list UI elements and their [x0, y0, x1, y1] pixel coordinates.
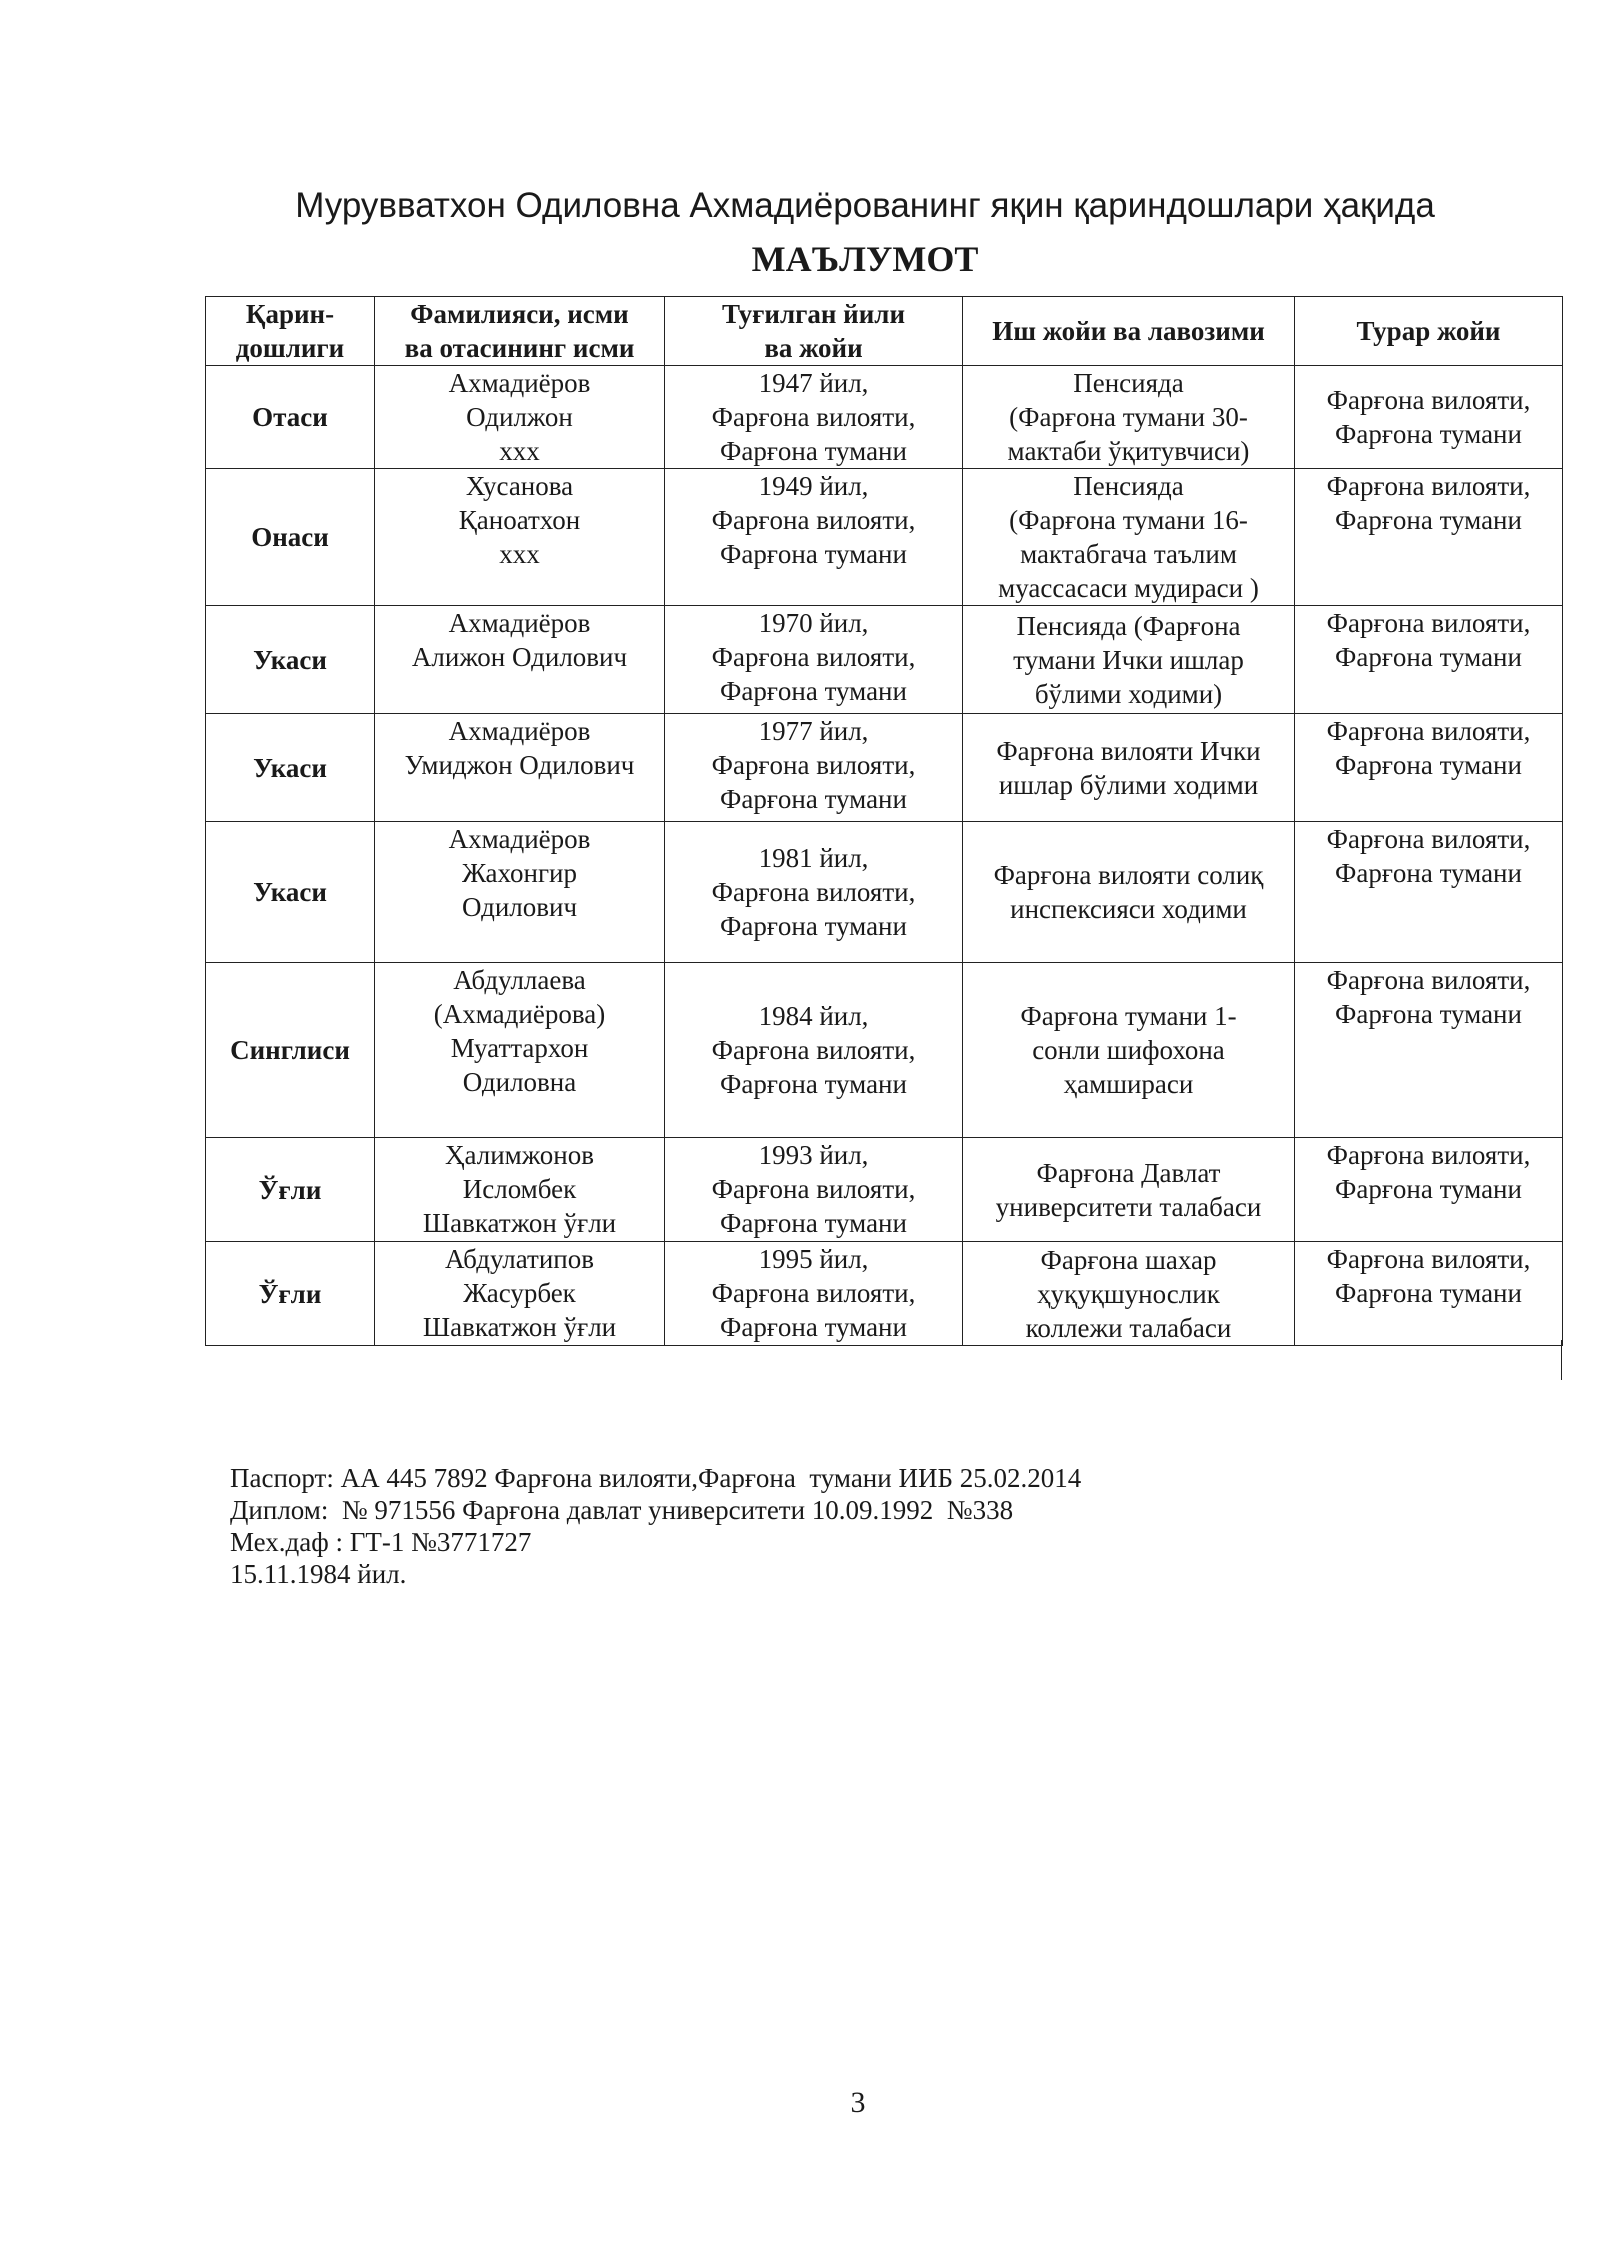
birth-cell: 1977 йил, Фарғона вилояти, Фарғона тумани — [665, 714, 963, 822]
header-name: Фамилияси, исми ва отасининг исми — [375, 297, 665, 366]
relation-cell: Ўғли — [206, 1138, 375, 1242]
document-title: Мурувватхон Одиловна Ахмадиёрованинг яқин қариндошлари ҳақида — [295, 186, 1435, 225]
table-row — [206, 1138, 1563, 1242]
date-line: 15.11.1984 йил. — [230, 1559, 407, 1589]
work-cell: Пенсияда (Фарғона тумани 30- мактаби ўқитувчиси) — [963, 366, 1295, 469]
name-cell: Ахмадиёров Одилжон ххх — [375, 366, 665, 469]
passport-line: Паспорт: АА 445 7892 Фарғона вилояти,Фарғона тумани ИИБ 25.02.2014 — [230, 1463, 1082, 1493]
name-cell: Хусанова Қаноатхон ххх — [375, 469, 665, 606]
relation-cell: Онаси — [206, 469, 375, 606]
table-row — [206, 1242, 1563, 1346]
name-cell: Ахмадиёров Жахонгир Одилович — [375, 822, 665, 963]
table-row — [206, 366, 1563, 469]
work-cell: Пенсияда (Фарғона тумани 16- мактабгача таълим муассасаси мудираси ) — [963, 469, 1295, 606]
relation-cell: Отаси — [206, 366, 375, 469]
residence-cell: Фарғона вилояти, Фарғона тумани — [1295, 366, 1563, 469]
name-cell: Абдуллаева (Ахмадиёрова) Муаттархон Одиловна — [375, 963, 665, 1138]
diploma-line: Диплом: № 971556 Фарғона давлат университети 10.09.1992 №338 — [230, 1495, 1014, 1525]
residence-cell: Фарғона вилояти, Фарғона тумани — [1295, 1242, 1563, 1346]
birth-cell: 1970 йил, Фарғона вилояти, Фарғона тумани — [665, 606, 963, 714]
header-residence: Турар жойи — [1295, 297, 1563, 366]
relation-cell: Укаси — [206, 714, 375, 822]
relation-cell: Синглиси — [206, 963, 375, 1138]
table-row — [206, 714, 1563, 822]
work-cell: Фарғона вилояти солиқ инспексияси ходими — [963, 822, 1295, 963]
header-work: Иш жойи ва лавозими — [963, 297, 1295, 366]
work-cell: Пенсияда (Фарғона тумани Ички ишлар бўлими ходими) — [963, 606, 1295, 714]
residence-cell: Фарғона вилояти, Фарғона тумани — [1295, 963, 1563, 1138]
birth-cell: 1984 йил, Фарғона вилояти, Фарғона тумани — [665, 963, 963, 1138]
work-cell: Фарғона шахар ҳуқуқшунослик коллежи талабаси — [963, 1242, 1295, 1346]
header-birth: Туғилган йили ва жойи — [665, 297, 963, 366]
name-cell: Ахмадиёров Алижон Одилович — [375, 606, 665, 714]
work-cell: Фарғона тумани 1- сонли шифохона ҳамшираси — [963, 963, 1295, 1138]
residence-cell: Фарғона вилояти, Фарғона тумани — [1295, 469, 1563, 606]
residence-cell: Фарғона вилояти, Фарғона тумани — [1295, 606, 1563, 714]
birth-cell: 1993 йил, Фарғона вилояти, Фарғона тумани — [665, 1138, 963, 1242]
page-number: 3 — [850, 2086, 866, 2119]
birth-cell: 1981 йил, Фарғона вилояти, Фарғона тумани — [665, 822, 963, 963]
birth-cell: 1947 йил, Фарғона вилояти, Фарғона тумани — [665, 366, 963, 469]
relation-cell: Укаси — [206, 606, 375, 714]
name-cell: Абдулатипов Жасурбек Шавкатжон ўғли — [375, 1242, 665, 1346]
name-cell: Ахмадиёров Умиджон Одилович — [375, 714, 665, 822]
table-row — [206, 963, 1563, 1138]
birth-cell: 1949 йил, Фарғона вилояти, Фарғона тумани — [665, 469, 963, 606]
table-header-row — [206, 297, 1563, 366]
header-relation: Қарин- дошлиги — [206, 297, 375, 366]
relatives-table — [205, 296, 1563, 1346]
work-cell: Фарғона Давлат университети талабаси — [963, 1138, 1295, 1242]
relation-cell: Ўғли — [206, 1242, 375, 1346]
document-subtitle: МАЪЛУМОТ — [751, 239, 979, 279]
table-row — [206, 822, 1563, 963]
name-cell: Ҳалимжонов Исломбек Шавкатжон ўғли — [375, 1138, 665, 1242]
residence-cell: Фарғона вилояти, Фарғона тумани — [1295, 1138, 1563, 1242]
work-cell: Фарғона вилояти Ички ишлар бўлими ходими — [963, 714, 1295, 822]
table-edge-line — [1561, 1340, 1562, 1380]
residence-cell: Фарғона вилояти, Фарғона тумани — [1295, 714, 1563, 822]
workbook-line: Мех.даф : ГТ-1 №3771727 — [230, 1527, 532, 1557]
document-footer — [230, 1462, 1430, 1590]
birth-cell: 1995 йил, Фарғона вилояти, Фарғона тумани — [665, 1242, 963, 1346]
table-row — [206, 469, 1563, 606]
residence-cell: Фарғона вилояти, Фарғона тумани — [1295, 822, 1563, 963]
table-row — [206, 606, 1563, 714]
relation-cell: Укаси — [206, 822, 375, 963]
